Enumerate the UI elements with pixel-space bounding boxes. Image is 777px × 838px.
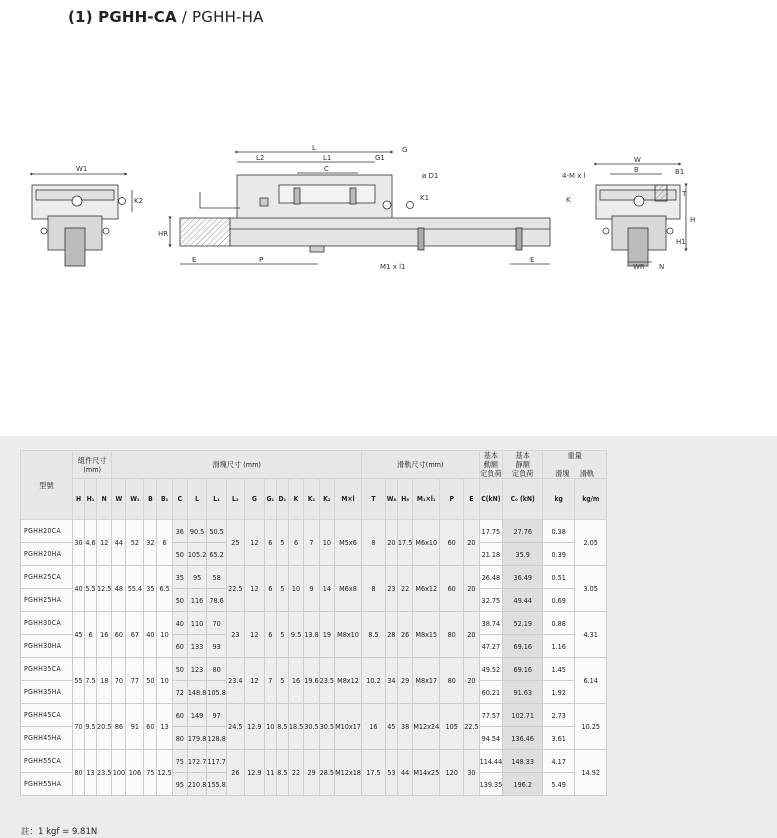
cell-E: 20 xyxy=(464,520,479,566)
cell-HR: 44 xyxy=(397,750,412,796)
cell-T: 8.5 xyxy=(361,612,385,658)
cell-L: 123 xyxy=(187,658,207,681)
col-header-5: B xyxy=(144,479,157,520)
cell-C: 80 xyxy=(172,727,187,750)
cell-rail-weight: 3.05 xyxy=(575,566,607,612)
col-header-27: kg/m xyxy=(575,479,607,520)
label-wr: WR xyxy=(633,263,645,271)
cell-W: 70 xyxy=(112,658,126,704)
label-k2: K2 xyxy=(134,197,144,205)
cell-static-load: 136.46 xyxy=(503,727,543,750)
cell-P: 60 xyxy=(440,520,464,566)
cell-K2: 23.5 xyxy=(319,658,334,704)
cell-W: 100 xyxy=(112,750,126,796)
cell-N: 23.5 xyxy=(97,750,112,796)
cell-C: 60 xyxy=(172,635,187,658)
label-c: C xyxy=(324,165,329,173)
label-b: B xyxy=(634,166,639,174)
col-header-20: H₈ xyxy=(397,479,412,520)
cell-C: 50 xyxy=(172,658,187,681)
cell-L1: 80 xyxy=(207,658,227,681)
cell-W: 44 xyxy=(112,520,126,566)
col-header-16: K₂ xyxy=(319,479,334,520)
cell-E: 20 xyxy=(464,566,479,612)
header-rail-dims: 滑軌尺寸(mm) xyxy=(361,451,479,479)
cell-T: 17.5 xyxy=(361,750,385,796)
cell-HR: 29 xyxy=(397,658,412,704)
header-dynamic-load: 基本 動額 定負荷 xyxy=(480,451,502,478)
cell-B1: 6 xyxy=(157,520,172,566)
col-header-9: L₁ xyxy=(207,479,227,520)
cell-H: 80 xyxy=(73,750,85,796)
cell-W1: 91 xyxy=(126,704,144,750)
cell-dynamic-load: 77.57 xyxy=(479,704,503,727)
cell-L1: 128.8 xyxy=(207,727,227,750)
cell-H: 70 xyxy=(73,704,85,750)
cell-K: 18.5 xyxy=(288,704,303,750)
label-e-right: E xyxy=(530,256,535,264)
cell-W1: 77 xyxy=(126,658,144,704)
cell-M: M8x10 xyxy=(335,612,362,658)
cell-B: 75 xyxy=(144,750,157,796)
cell-L: 105.2 xyxy=(187,543,207,566)
cell-H1: 7.5 xyxy=(85,658,97,704)
cell-static-load: 102.71 xyxy=(503,704,543,727)
cell-C: 50 xyxy=(172,589,187,612)
model-cell: PGHH55HA xyxy=(21,773,73,796)
label-n: N xyxy=(659,263,665,271)
cell-static-load: 69.16 xyxy=(503,635,543,658)
cell-M1: M6x12 xyxy=(413,566,440,612)
cell-T: 16 xyxy=(361,704,385,750)
cell-M: M10x17 xyxy=(335,704,362,750)
cell-WR: 53 xyxy=(385,750,397,796)
cell-dynamic-load: 49.52 xyxy=(479,658,503,681)
col-header-0: H xyxy=(73,479,85,520)
cell-P: 105 xyxy=(440,704,464,750)
cell-K2: 14 xyxy=(319,566,334,612)
cell-E: 20 xyxy=(464,658,479,704)
cell-T: 8 xyxy=(361,566,385,612)
cell-M: M6x8 xyxy=(335,566,362,612)
spec-section xyxy=(0,436,777,838)
cell-K1: 13.8 xyxy=(304,612,319,658)
col-header-13: D₁ xyxy=(276,479,288,520)
cell-static-load: 148.33 xyxy=(503,750,543,773)
cell-G: 12 xyxy=(244,566,264,612)
cell-K1: 9 xyxy=(304,566,319,612)
col-header-8: L xyxy=(187,479,207,520)
model-cell: PGHH45HA xyxy=(21,727,73,750)
cell-D1: 5 xyxy=(276,658,288,704)
label-k: K xyxy=(566,196,571,204)
cell-L: 210.8 xyxy=(187,773,207,796)
cell-G: 12 xyxy=(244,520,264,566)
cell-K2: 10 xyxy=(319,520,334,566)
cell-N: 12.5 xyxy=(97,566,112,612)
cell-dynamic-load: 32.75 xyxy=(479,589,503,612)
table-row xyxy=(21,704,633,727)
cell-rail-weight: 14.92 xyxy=(575,750,607,796)
label-g1: G1 xyxy=(375,154,385,162)
col-header-6: B₁ xyxy=(157,479,172,520)
label-e-left: E xyxy=(192,256,197,264)
cell-L1: 65.2 xyxy=(207,543,227,566)
col-header-25: C₀ (kN) xyxy=(503,479,543,520)
cell-K: 9.5 xyxy=(288,612,303,658)
model-cell: PGHH25HA xyxy=(21,589,73,612)
cell-H: 45 xyxy=(73,612,85,658)
cell-HR: 26 xyxy=(397,612,412,658)
cell-rail-weight: 10.25 xyxy=(575,704,607,750)
cell-C: 75 xyxy=(172,750,187,773)
cell-B: 40 xyxy=(144,612,157,658)
cell-K2: 19 xyxy=(319,612,334,658)
cell-B1: 10 xyxy=(157,658,172,704)
cell-static-load: 36.49 xyxy=(503,566,543,589)
cell-L: 95 xyxy=(187,566,207,589)
cell-W1: 52 xyxy=(126,520,144,566)
cell-rail-weight: 4.31 xyxy=(575,612,607,658)
cell-HR: 38 xyxy=(397,704,412,750)
cell-N: 16 xyxy=(97,612,112,658)
header-block-dims: 滑塊尺寸 (mm) xyxy=(112,451,362,479)
spec-table xyxy=(20,450,633,796)
cell-K: 22 xyxy=(288,750,303,796)
col-header-14: K xyxy=(288,479,303,520)
cell-M: M5x6 xyxy=(335,520,362,566)
cell-C: 36 xyxy=(172,520,187,543)
cell-W: 48 xyxy=(112,566,126,612)
col-header-26: kg xyxy=(543,479,575,520)
cell-B1: 6.5 xyxy=(157,566,172,612)
cell-block-weight: 0.51 xyxy=(543,566,575,589)
cell-L1: 58 xyxy=(207,566,227,589)
cell-G1: 10 xyxy=(264,704,276,750)
label-w1: W1 xyxy=(76,165,88,173)
cell-N: 18 xyxy=(97,658,112,704)
cell-D1: 8.5 xyxy=(276,704,288,750)
cell-WR: 34 xyxy=(385,658,397,704)
cell-static-load: 69.16 xyxy=(503,658,543,681)
cell-static-load: 91.63 xyxy=(503,681,543,704)
cell-block-weight: 4.17 xyxy=(543,750,575,773)
cell-WR: 20 xyxy=(385,520,397,566)
model-cell: PGHH25CA xyxy=(21,566,73,589)
cell-G1: 6 xyxy=(264,566,276,612)
cell-block-weight: 2.73 xyxy=(543,704,575,727)
cell-C: 50 xyxy=(172,543,187,566)
cell-P: 80 xyxy=(440,612,464,658)
label-t: T xyxy=(682,190,687,198)
cell-G1: 6 xyxy=(264,612,276,658)
section-title xyxy=(68,8,264,26)
cell-L1: 97 xyxy=(207,704,227,727)
label-g: G xyxy=(402,146,408,154)
model-cell: PGHH35CA xyxy=(21,658,73,681)
cell-B1: 13 xyxy=(157,704,172,750)
cell-G1: 7 xyxy=(264,658,276,704)
cell-B1: 12.5 xyxy=(157,750,172,796)
cell-K: 16 xyxy=(288,658,303,704)
cell-K: 6 xyxy=(288,520,303,566)
cell-D1: 8.5 xyxy=(276,750,288,796)
header-model: 型號 xyxy=(21,451,73,520)
col-header-21: M₁×l₁ xyxy=(413,479,440,520)
cell-T: 8 xyxy=(361,520,385,566)
end-view-right xyxy=(562,156,695,271)
cell-P: 120 xyxy=(440,750,464,796)
cell-L1: 105.8 xyxy=(207,681,227,704)
title-model-ha: / PGHH-HA xyxy=(176,8,264,26)
cell-P: 60 xyxy=(440,566,464,612)
header-static-load: 基本 靜額 定負荷 xyxy=(503,451,543,479)
cell-B: 50 xyxy=(144,658,157,704)
cell-M: M12x18 xyxy=(335,750,362,796)
cell-HR: 17.5 xyxy=(397,520,412,566)
cell-E: 30 xyxy=(464,750,479,796)
cell-L1: 70 xyxy=(207,612,227,635)
cell-K1: 19.6 xyxy=(304,658,319,704)
table-row xyxy=(21,658,633,681)
cell-WR: 23 xyxy=(385,566,397,612)
cell-L: 148.8 xyxy=(187,681,207,704)
cell-L1: 78.6 xyxy=(207,589,227,612)
cell-block-weight: 5.49 xyxy=(543,773,575,796)
cell-HR: 22 xyxy=(397,566,412,612)
cell-G: 12.9 xyxy=(244,704,264,750)
col-header-3: W xyxy=(112,479,126,520)
cell-M1: M8x15 xyxy=(413,612,440,658)
cell-G1: 6 xyxy=(264,520,276,566)
cell-rail-weight: 6.14 xyxy=(575,658,607,704)
cell-B1: 10 xyxy=(157,612,172,658)
end-view-left xyxy=(32,165,143,266)
cell-L2: 23.4 xyxy=(226,658,244,704)
cell-H1: 9.5 xyxy=(85,704,97,750)
cell-N: 12 xyxy=(97,520,112,566)
table-row xyxy=(21,520,633,543)
cell-dynamic-load: 47.27 xyxy=(479,635,503,658)
cell-WR: 28 xyxy=(385,612,397,658)
cell-L: 179.8 xyxy=(187,727,207,750)
cell-static-load: 49.44 xyxy=(503,589,543,612)
label-h: H xyxy=(690,216,696,224)
cell-L2: 22.5 xyxy=(226,566,244,612)
col-header-24: C(kN) xyxy=(479,479,503,520)
cell-N: 20.5 xyxy=(97,704,112,750)
table-row xyxy=(21,566,633,589)
cell-E: 20 xyxy=(464,612,479,658)
label-mxl: 4-M x l xyxy=(562,172,586,180)
col-header-15: K₁ xyxy=(304,479,319,520)
cell-B: 32 xyxy=(144,520,157,566)
cell-L: 110 xyxy=(187,612,207,635)
label-p: P xyxy=(259,256,264,264)
col-header-1: H₁ xyxy=(85,479,97,520)
model-cell: PGHH55CA xyxy=(21,750,73,773)
cell-L2: 24.5 xyxy=(226,704,244,750)
cell-block-weight: 0.39 xyxy=(543,543,575,566)
cell-H: 40 xyxy=(73,566,85,612)
cell-static-load: 196.2 xyxy=(503,773,543,796)
model-cell: PGHH35HA xyxy=(21,681,73,704)
label-b1: B1 xyxy=(675,168,685,176)
header-assembly-dims: 組件尺寸 (mm) xyxy=(73,451,112,479)
label-h1: H1 xyxy=(676,238,686,246)
cell-C: 72 xyxy=(172,681,187,704)
header-weight: 重量 滑塊 滑軌 xyxy=(543,451,607,479)
cell-W1: 67 xyxy=(126,612,144,658)
cell-block-weight: 1.16 xyxy=(543,635,575,658)
cell-D1: 5 xyxy=(276,520,288,566)
label-k1: K1 xyxy=(420,194,430,202)
cell-C: 40 xyxy=(172,612,187,635)
table-row xyxy=(21,750,633,773)
cell-dynamic-load: 60.21 xyxy=(479,681,503,704)
cell-block-weight: 1.45 xyxy=(543,658,575,681)
cell-W: 60 xyxy=(112,612,126,658)
unit-note: 註：1 kgf = 9.81N xyxy=(21,827,98,837)
col-header-2: N xyxy=(97,479,112,520)
col-header-19: W₈ xyxy=(385,479,397,520)
cell-G1: 11 xyxy=(264,750,276,796)
model-cell: PGHH20HA xyxy=(21,543,73,566)
cell-H: 55 xyxy=(73,658,85,704)
cell-H1: 13 xyxy=(85,750,97,796)
col-header-11: G xyxy=(244,479,264,520)
cell-K2: 30.5 xyxy=(319,704,334,750)
cell-block-weight: 0.88 xyxy=(543,612,575,635)
table-row xyxy=(21,612,633,635)
cell-K1: 29 xyxy=(304,750,319,796)
label-l1: L1 xyxy=(323,154,332,162)
cell-M: M8x12 xyxy=(335,658,362,704)
cell-L2: 23 xyxy=(226,612,244,658)
label-m1: M1 x l1 xyxy=(380,263,406,271)
col-header-7: C xyxy=(172,479,187,520)
cell-H1: 4.6 xyxy=(85,520,97,566)
cell-dynamic-load: 17.75 xyxy=(479,520,503,543)
model-cell: PGHH20CA xyxy=(21,520,73,543)
cell-P: 80 xyxy=(440,658,464,704)
cell-M1: M14x25 xyxy=(413,750,440,796)
cell-M1: M12x24 xyxy=(413,704,440,750)
cell-L1: 93 xyxy=(207,635,227,658)
cell-G: 12 xyxy=(244,612,264,658)
cell-G: 12 xyxy=(244,658,264,704)
cell-static-load: 52.19 xyxy=(503,612,543,635)
cell-W: 86 xyxy=(112,704,126,750)
col-header-17: M×l xyxy=(335,479,362,520)
cell-W1: 55.4 xyxy=(126,566,144,612)
cell-block-weight: 0.69 xyxy=(543,589,575,612)
title-model-ca: (1) PGHH-CA xyxy=(68,8,177,26)
cell-L2: 25 xyxy=(226,520,244,566)
col-header-23: E xyxy=(464,479,479,520)
cell-C: 35 xyxy=(172,566,187,589)
col-header-12: G₁ xyxy=(264,479,276,520)
cell-L1: 155.8 xyxy=(207,773,227,796)
cell-G: 12.9 xyxy=(244,750,264,796)
cell-C: 60 xyxy=(172,704,187,727)
cell-L: 149 xyxy=(187,704,207,727)
cell-dynamic-load: 38.74 xyxy=(479,612,503,635)
cell-T: 10.2 xyxy=(361,658,385,704)
cell-block-weight: 3.61 xyxy=(543,727,575,750)
cell-E: 22.5 xyxy=(464,704,479,750)
cell-L: 90.5 xyxy=(187,520,207,543)
label-l2: L2 xyxy=(256,154,265,162)
cell-L: 172.7 xyxy=(187,750,207,773)
label-d1: ø D1 xyxy=(422,172,439,180)
cell-W1: 106 xyxy=(126,750,144,796)
cell-D1: 5 xyxy=(276,612,288,658)
cell-rail-weight: 2.05 xyxy=(575,520,607,566)
label-hr: HR xyxy=(158,230,169,238)
model-cell: PGHH45CA xyxy=(21,704,73,727)
cell-static-load: 27.76 xyxy=(503,520,543,543)
label-l: L xyxy=(312,144,316,152)
cell-M1: M8x17 xyxy=(413,658,440,704)
cell-block-weight: 1.92 xyxy=(543,681,575,704)
cell-WR: 45 xyxy=(385,704,397,750)
cell-D1: 5 xyxy=(276,566,288,612)
model-cell: PGHH30CA xyxy=(21,612,73,635)
cell-L1: 117.7 xyxy=(207,750,227,773)
col-header-10: L₂ xyxy=(226,479,244,520)
cell-dynamic-load: 21.18 xyxy=(479,543,503,566)
cell-H1: 6 xyxy=(85,612,97,658)
cell-B: 35 xyxy=(144,566,157,612)
cell-B: 60 xyxy=(144,704,157,750)
col-header-4: W₁ xyxy=(126,479,144,520)
label-w: W xyxy=(634,156,641,164)
cell-block-weight: 0.38 xyxy=(543,520,575,543)
side-view xyxy=(158,144,550,271)
cell-L1: 50.5 xyxy=(207,520,227,543)
col-header-22: P xyxy=(440,479,464,520)
cell-K2: 28.5 xyxy=(319,750,334,796)
cell-static-load: 35.9 xyxy=(503,543,543,566)
cell-C: 95 xyxy=(172,773,187,796)
col-header-18: T xyxy=(361,479,385,520)
cell-M1: M6x10 xyxy=(413,520,440,566)
cell-H1: 5.5 xyxy=(85,566,97,612)
technical-drawings xyxy=(0,130,777,290)
cell-dynamic-load: 26.48 xyxy=(479,566,503,589)
cell-dynamic-load: 139.35 xyxy=(479,773,503,796)
cell-K1: 30.5 xyxy=(304,704,319,750)
model-cell: PGHH30HA xyxy=(21,635,73,658)
cell-H: 30 xyxy=(73,520,85,566)
cell-dynamic-load: 114.44 xyxy=(479,750,503,773)
cell-L: 133 xyxy=(187,635,207,658)
cell-K1: 7 xyxy=(304,520,319,566)
cell-L2: 26 xyxy=(226,750,244,796)
cell-dynamic-load: 94.54 xyxy=(479,727,503,750)
cell-L: 116 xyxy=(187,589,207,612)
cell-K: 10 xyxy=(288,566,303,612)
